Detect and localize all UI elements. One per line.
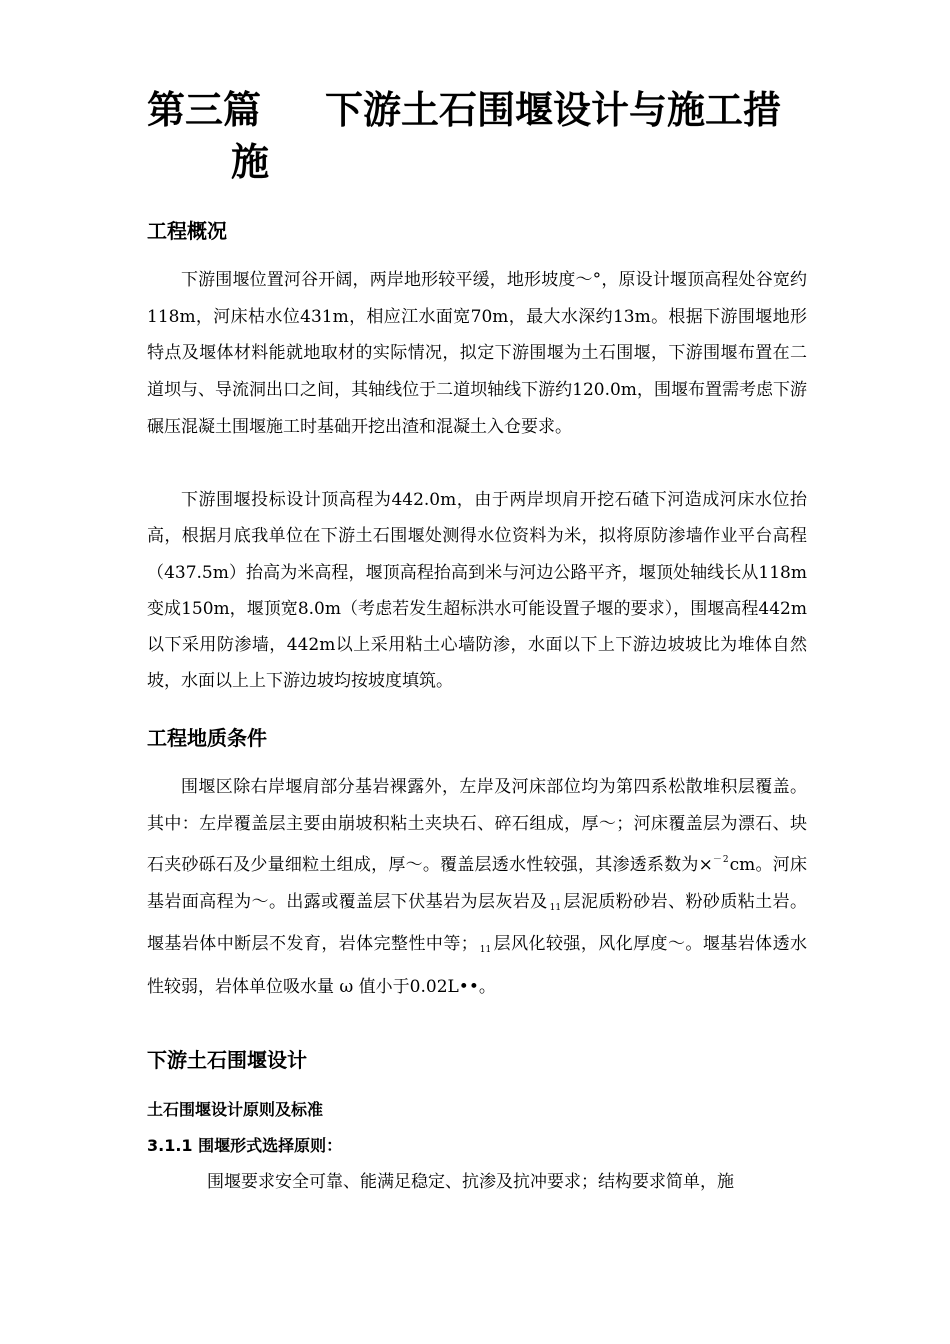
geology-text-a: 围堰区除右岸堰肩部分基岩裸露外，左岸及河床部位均为第四系松散堆积层覆盖。其中：左岸覆盖层主要由崩坡积粘土夹块石、碎石组成，厚～；河床覆盖层为漂石、块石夹砂砾石及少量细粒土组成，厚～。覆盖层透水性较强，其渗透系数为× [147, 777, 807, 875]
exponent-superscript: －2 [712, 855, 730, 865]
geology-text-d: 层风化较强，风化厚度～。堰基岩体透水性较弱，岩体单位吸水量 ω 值小于0.02L••。 [147, 934, 808, 997]
overview-paragraph-2: 下游围堰投标设计顶高程为442.0m，由于两岸坝肩开挖石碴下河造成河床水位抬高，根据月底我单位在下游土石围堰处测得水位资料为米，拟将原防渗墙作业平台高程（437.5m）抬高为米高程，堰顶高程抬高到米与河边公路平齐，堰顶处轴线长从118m变成150m，堰顶宽8.0m（考虑若发生超标洪水可能设置子堰的要求），围堰高程442m以下采用防渗墙，442m以上采用粘土心墙防渗，水面以下上下游边坡坡比为堆体自然坡，水面以上上下游边坡均按坡度填筑。 [147, 490, 807, 692]
geology-paragraph-1 [147, 769, 807, 1005]
overview-paragraph-1: 下游围堰位置河谷开阔，两岸地形较平缓，地形坡度～°，原设计堰顶高程处谷宽约118m，河床枯水位431m，相应江水面宽70m，最大水深约13m。根据下游围堰地形特点及堰体材料能就地取材的实际情况，拟定下游围堰为土石围堰，下游围堰布置在二道坝与、导流洞出口之间，其轴线位于二道坝轴线下游约120.0m，围堰布置需考虑下游碾压混凝土围堰施工时基础开挖出渣和混凝土入仓要求。 [147, 270, 807, 437]
subheading-design-principles: 土石围堰设计原则及标准 [147, 1100, 324, 1119]
title-part-label: 第三篇 [147, 88, 262, 132]
title-main-text: 下游土石围堰设计与施工措 [325, 88, 782, 132]
document-title [147, 84, 827, 188]
heading-overview: 工程概况 [147, 219, 227, 243]
layer-subscript-1: 11 [549, 902, 562, 913]
design-paragraph-1: 围堰要求安全可靠、能满足稳定、抗渗及抗冲要求；结构要求简单，施 [207, 1172, 734, 1192]
title-continuation: 施 [231, 140, 270, 184]
geology-text-b: cm。河床基岩面高程为～。出露或覆盖层下伏基岩为层灰岩及 [147, 855, 807, 912]
heading-geology: 工程地质条件 [147, 726, 267, 750]
layer-subscript-2: 11 [479, 945, 492, 955]
geology-text-c: 层泥质粉砂岩、粉砂质粘土岩。堰基岩体中断层不发育，岩体完整性中等； [147, 891, 808, 954]
heading-design: 下游土石围堰设计 [147, 1048, 307, 1072]
subsubheading-cofferdam-form: 3.1.1 围堰形式选择原则： [147, 1136, 343, 1155]
